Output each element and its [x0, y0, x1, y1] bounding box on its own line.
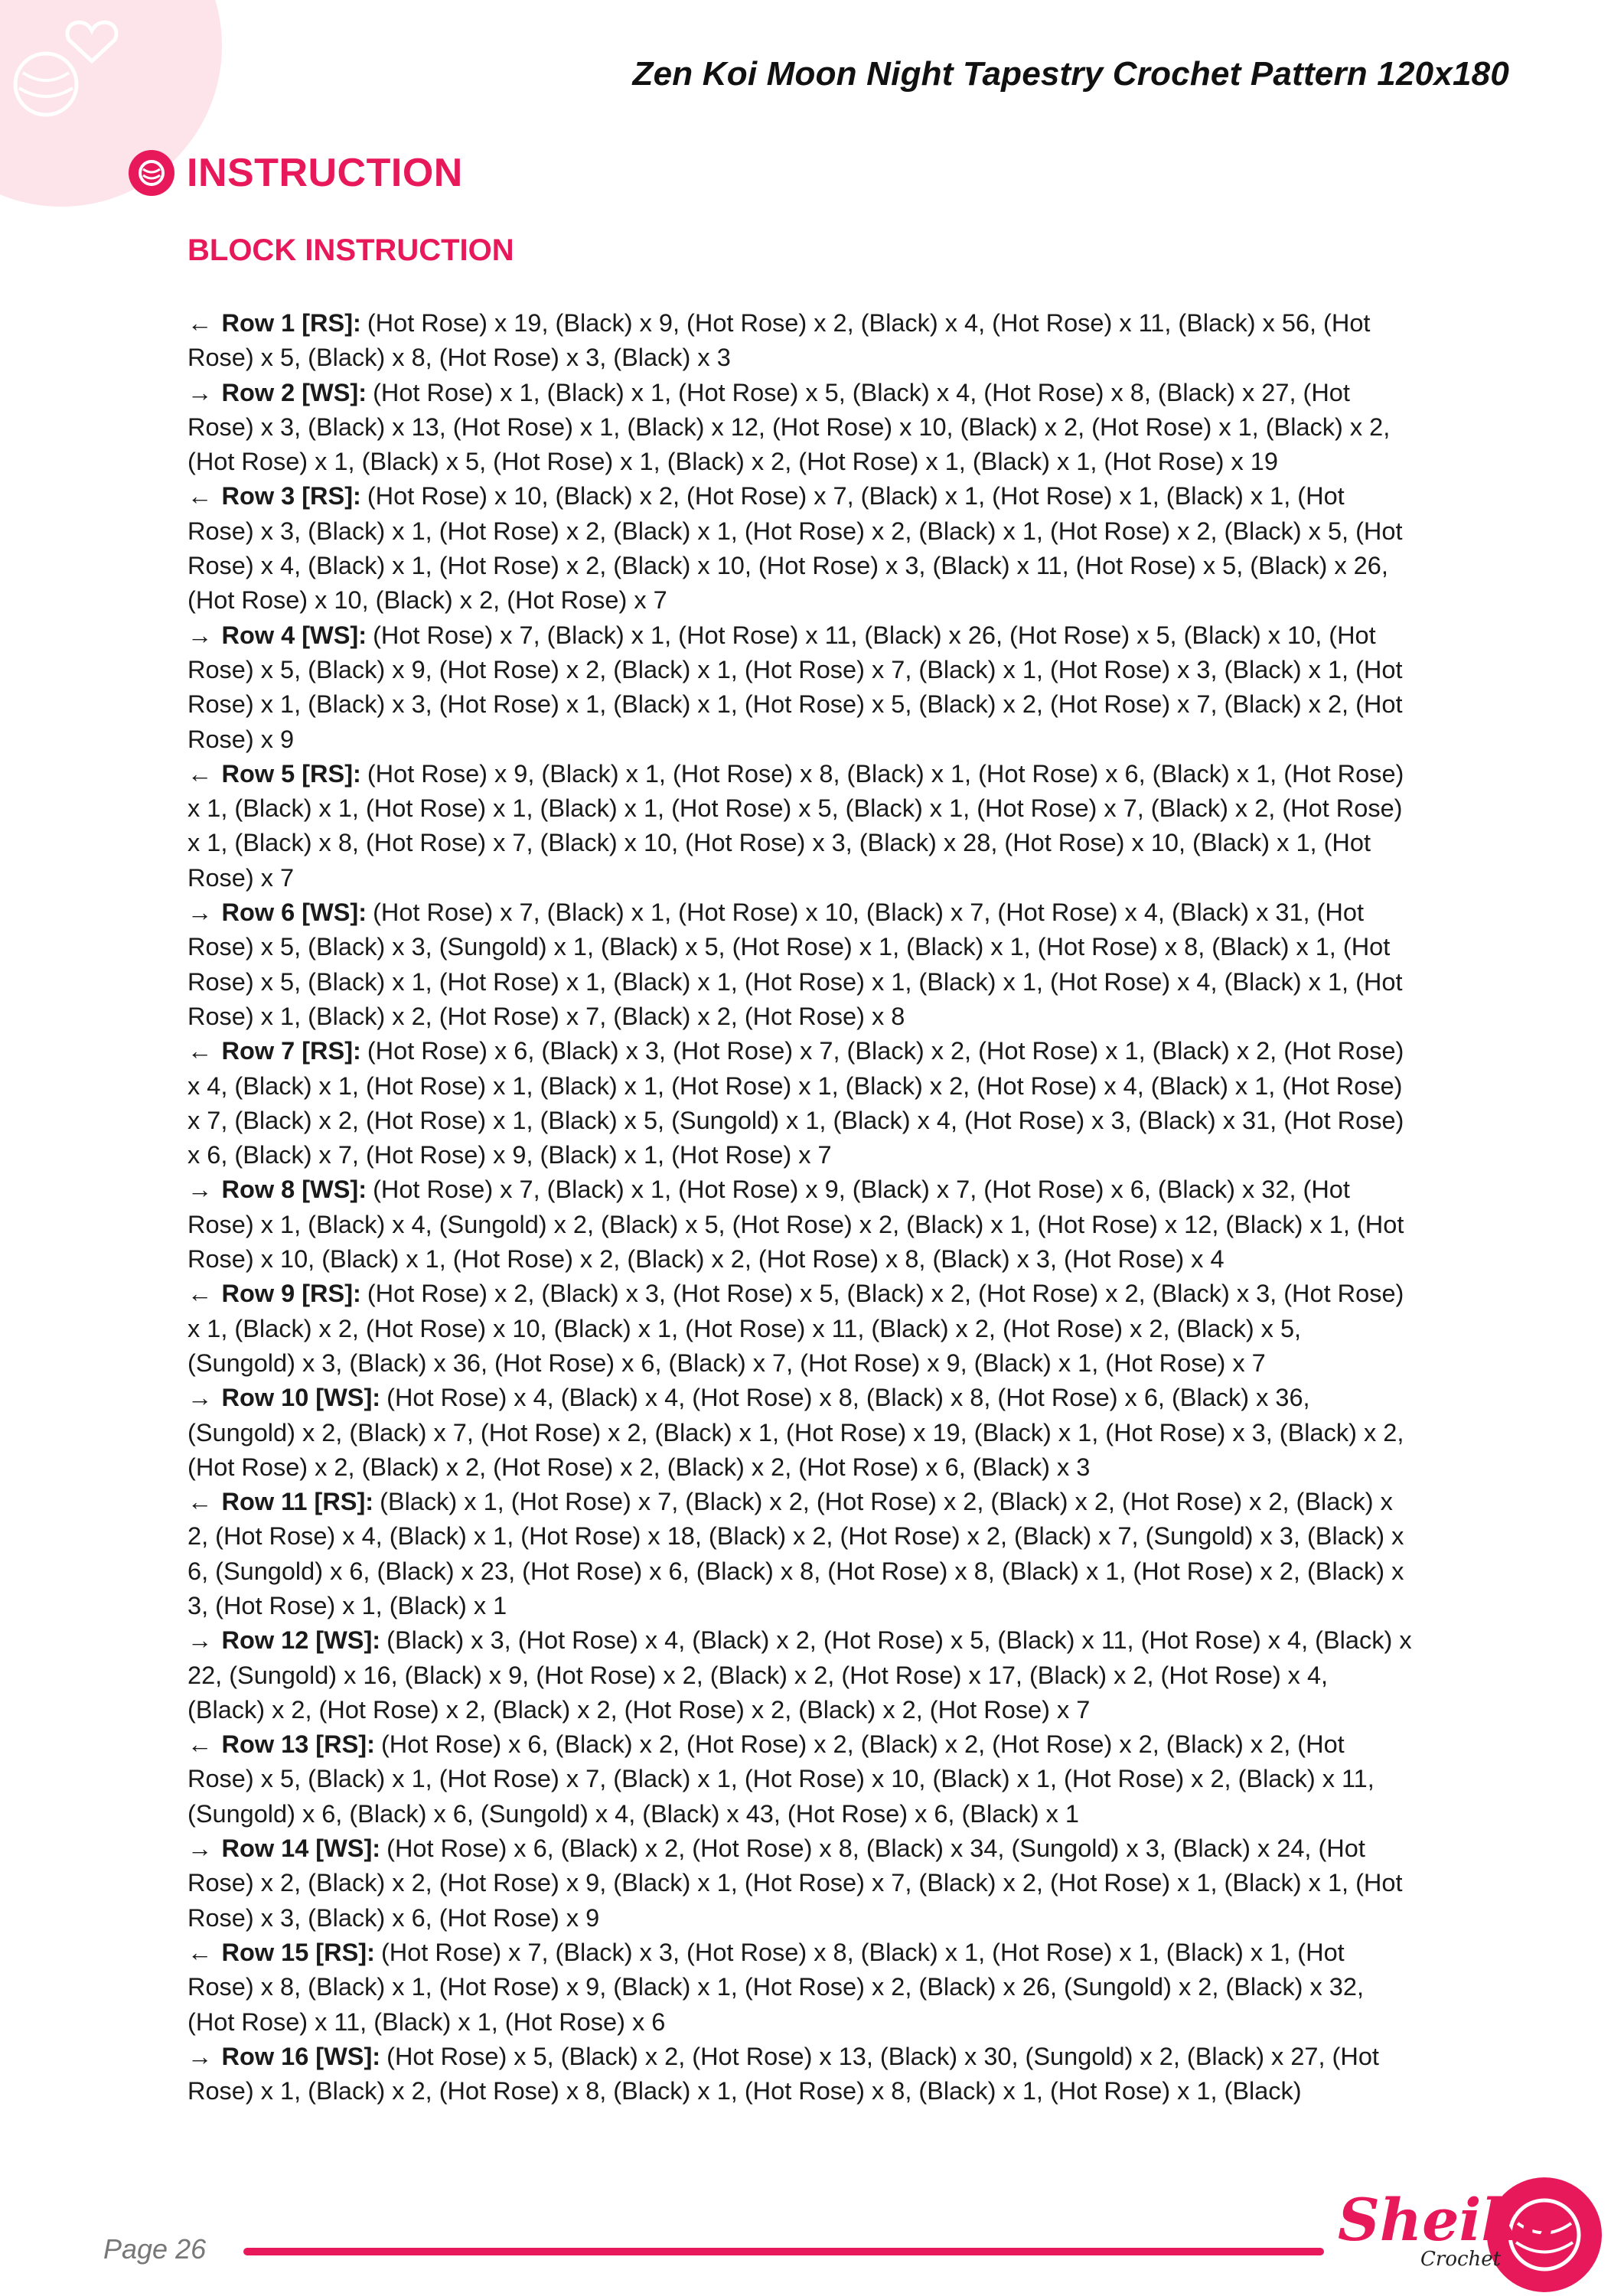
- direction-arrow-icon: →: [188, 1384, 213, 1412]
- yarn-ball-icon: [129, 150, 174, 196]
- row-label: Row 13 [RS]:: [221, 1730, 375, 1759]
- section-title: INSTRUCTION: [187, 151, 463, 195]
- row-label: Row 3 [RS]:: [221, 482, 361, 510]
- row-stitches: (Hot Rose) x 6, (Black) x 2, (Hot Rose) x 8, (Black) x 34, (Sungold) x 3, (Black) x 24, (Hot Rose) x 2, (Black) x 2, (Hot Rose) x 9, (Black) x 1, (Hot Rose) x 7, (Black) x 2, (Hot Rose) x 1, (Black) x 1, (Hot Rose) x 3, (Black) x 6, (Hot Rose) x 9: [188, 1835, 1403, 1932]
- direction-arrow-icon: →: [188, 1626, 213, 1655]
- row-label: Row 6 [WS]:: [221, 899, 367, 927]
- row-instruction: [188, 1727, 1412, 1831]
- row-stitches: (Hot Rose) x 6, (Black) x 3, (Hot Rose) x 7, (Black) x 2, (Hot Rose) x 1, (Black) x 2, (Hot Rose) x 4, (Black) x 1, (Hot Rose) x 1, (Black) x 1, (Hot Rose) x 1, (Black) x 2, (Hot Rose) x 4, (Black) x 1, (Hot Rose) x 7, (Black) x 2, (Hot Rose) x 1, (Black) x 5, (Sungold) x 1, (Black) x 4, (Hot Rose) x 3, (Black) x 31, (Hot Rose) x 6, (Black) x 7, (Hot Rose) x 9, (Black) x 1, (Hot Rose) x 7: [188, 1037, 1404, 1169]
- direction-arrow-icon: →: [188, 899, 213, 927]
- row-stitches: (Hot Rose) x 7, (Black) x 3, (Hot Rose) x 8, (Black) x 1, (Hot Rose) x 1, (Black) x 1, (Hot Rose) x 8, (Black) x 1, (Hot Rose) x 9, (Black) x 1, (Hot Rose) x 2, (Black) x 26, (Sungold) x 2, (Black) x 32, (Hot Rose) x 11, (Black) x 1, (Hot Rose) x 6: [188, 1938, 1364, 2036]
- row-instruction: [188, 1034, 1412, 1172]
- row-instruction: [188, 1381, 1412, 1485]
- row-stitches: (Hot Rose) x 7, (Black) x 1, (Hot Rose) x 11, (Black) x 26, (Hot Rose) x 5, (Black) x 10, (Hot Rose) x 5, (Black) x 9, (Hot Rose) x 2, (Black) x 1, (Hot Rose) x 7, (Black) x 1, (Hot Rose) x 3, (Black) x 1, (Hot Rose) x 1, (Black) x 3, (Hot Rose) x 1, (Black) x 1, (Hot Rose) x 5, (Black) x 2, (Hot Rose) x 7, (Black) x 2, (Hot Rose) x 9: [188, 621, 1403, 753]
- page-number: Page 26: [103, 2233, 207, 2265]
- sheika-crochet-logo: [1338, 2177, 1602, 2292]
- row-label: Row 8 [WS]:: [221, 1176, 367, 1204]
- row-instruction: [188, 1277, 1412, 1381]
- logo-subtext: Crochet: [1420, 2248, 1502, 2271]
- block-instruction-title: BLOCK INSTRUCTION: [188, 233, 514, 267]
- row-instruction: [188, 1936, 1412, 2040]
- footer-divider: [243, 2248, 1324, 2255]
- row-instruction: [188, 479, 1412, 618]
- direction-arrow-icon: ←: [188, 1730, 213, 1759]
- row-stitches: (Black) x 3, (Hot Rose) x 4, (Black) x 2, (Hot Rose) x 5, (Black) x 11, (Hot Rose) x 4, (Black) x 22, (Sungold) x 16, (Black) x 9, (Hot Rose) x 2, (Black) x 2, (Hot Rose) x 17, (Black) x 2, (Hot Rose) x 4, (Black) x 2, (Hot Rose) x 2, (Black) x 2, (Hot Rose) x 2, (Black) x 2, (Hot Rose) x 7: [188, 1626, 1412, 1724]
- direction-arrow-icon: →: [188, 2042, 213, 2070]
- row-instruction: [188, 1623, 1412, 1727]
- row-stitches: (Hot Rose) x 7, (Black) x 1, (Hot Rose) x 10, (Black) x 7, (Hot Rose) x 4, (Black) x 31, (Hot Rose) x 5, (Black) x 3, (Sungold) x 1, (Black) x 5, (Hot Rose) x 1, (Black) x 1, (Hot Rose) x 8, (Black) x 1, (Hot Rose) x 5, (Black) x 1, (Hot Rose) x 1, (Black) x 1, (Hot Rose) x 1, (Black) x 1, (Hot Rose) x 4, (Black) x 1, (Hot Rose) x 1, (Black) x 2, (Hot Rose) x 7, (Black) x 2, (Hot Rose) x 8: [188, 899, 1403, 1030]
- row-stitches: (Hot Rose) x 6, (Black) x 2, (Hot Rose) x 2, (Black) x 2, (Hot Rose) x 2, (Black) x 2, (Hot Rose) x 5, (Black) x 1, (Hot Rose) x 7, (Black) x 1, (Hot Rose) x 10, (Black) x 1, (Hot Rose) x 2, (Black) x 11, (Sungold) x 6, (Black) x 6, (Sungold) x 4, (Black) x 43, (Hot Rose) x 6, (Black) x 1: [188, 1730, 1375, 1828]
- direction-arrow-icon: ←: [188, 1938, 213, 1966]
- logo-text: Sheika: [1338, 2186, 1560, 2254]
- row-instruction: [188, 895, 1412, 1034]
- row-instruction: [188, 306, 1412, 376]
- row-stitches: (Hot Rose) x 7, (Black) x 1, (Hot Rose) x 9, (Black) x 7, (Hot Rose) x 6, (Black) x 32, (Hot Rose) x 1, (Black) x 4, (Sungold) x 2, (Black) x 5, (Hot Rose) x 2, (Black) x 1, (Hot Rose) x 12, (Black) x 1, (Hot Rose) x 10, (Black) x 1, (Hot Rose) x 2, (Black) x 2, (Hot Rose) x 8, (Black) x 3, (Hot Rose) x 4: [188, 1176, 1404, 1274]
- row-instruction: [188, 618, 1412, 757]
- row-label: Row 11 [RS]:: [221, 1488, 374, 1516]
- row-stitches: (Hot Rose) x 2, (Black) x 3, (Hot Rose) x 5, (Black) x 2, (Hot Rose) x 2, (Black) x 3, (Hot Rose) x 1, (Black) x 2, (Hot Rose) x 10, (Black) x 1, (Hot Rose) x 11, (Black) x 2, (Hot Rose) x 2, (Black) x 5, (Sungold) x 3, (Black) x 36, (Hot Rose) x 6, (Black) x 7, (Hot Rose) x 9, (Black) x 1, (Hot Rose) x 7: [188, 1280, 1404, 1377]
- row-label: Row 4 [WS]:: [221, 621, 367, 649]
- row-stitches: (Hot Rose) x 5, (Black) x 2, (Hot Rose) x 13, (Black) x 30, (Sungold) x 2, (Black) x 27, (Hot Rose) x 1, (Black) x 2, (Hot Rose) x 8, (Black) x 1, (Hot Rose) x 8, (Black) x 1, (Hot Rose) x 1, (Black): [188, 2042, 1379, 2105]
- row-stitches: (Hot Rose) x 9, (Black) x 1, (Hot Rose) x 8, (Black) x 1, (Hot Rose) x 6, (Black) x 1, (Hot Rose) x 1, (Black) x 1, (Hot Rose) x 1, (Black) x 1, (Hot Rose) x 5, (Black) x 1, (Hot Rose) x 7, (Black) x 2, (Hot Rose) x 1, (Black) x 8, (Hot Rose) x 7, (Black) x 10, (Hot Rose) x 3, (Black) x 28, (Hot Rose) x 10, (Black) x 1, (Hot Rose) x 7: [188, 759, 1404, 892]
- row-stitches: (Hot Rose) x 10, (Black) x 2, (Hot Rose) x 7, (Black) x 1, (Hot Rose) x 1, (Black) x 1, (Hot Rose) x 3, (Black) x 1, (Hot Rose) x 2, (Black) x 1, (Hot Rose) x 2, (Black) x 1, (Hot Rose) x 2, (Black) x 5, (Hot Rose) x 4, (Black) x 1, (Hot Rose) x 2, (Black) x 10, (Hot Rose) x 3, (Black) x 11, (Hot Rose) x 5, (Black) x 26, (Hot Rose) x 10, (Black) x 2, (Hot Rose) x 7: [188, 482, 1403, 615]
- row-label: Row 9 [RS]:: [221, 1280, 361, 1308]
- direction-arrow-icon: ←: [188, 1488, 213, 1516]
- direction-arrow-icon: →: [188, 1835, 213, 1863]
- direction-arrow-icon: ←: [188, 482, 213, 510]
- row-label: Row 5 [RS]:: [221, 759, 361, 788]
- direction-arrow-icon: ←: [188, 759, 213, 788]
- row-instruction: [188, 376, 1412, 480]
- row-instruction: [188, 1172, 1412, 1277]
- row-label: Row 16 [WS]:: [221, 2042, 381, 2070]
- direction-arrow-icon: →: [188, 378, 213, 406]
- direction-arrow-icon: →: [188, 621, 213, 649]
- row-label: Row 10 [WS]:: [221, 1384, 381, 1412]
- row-instruction: [188, 757, 1412, 895]
- direction-arrow-icon: ←: [188, 309, 213, 337]
- row-label: Row 7 [RS]:: [221, 1037, 361, 1065]
- direction-arrow-icon: →: [188, 1176, 213, 1204]
- row-instruction: [188, 1831, 1412, 1936]
- row-stitches: (Hot Rose) x 4, (Black) x 4, (Hot Rose) x 8, (Black) x 8, (Hot Rose) x 6, (Black) x 36, (Sungold) x 2, (Black) x 7, (Hot Rose) x 2, (Black) x 1, (Hot Rose) x 19, (Black) x 1, (Hot Rose) x 3, (Black) x 2, (Hot Rose) x 2, (Black) x 2, (Hot Rose) x 2, (Black) x 2, (Hot Rose) x 6, (Black) x 3: [188, 1384, 1404, 1481]
- row-instruction: [188, 2040, 1412, 2109]
- row-stitches: (Hot Rose) x 1, (Black) x 1, (Hot Rose) x 5, (Black) x 4, (Hot Rose) x 8, (Black) x 27, (Hot Rose) x 3, (Black) x 13, (Hot Rose) x 1, (Black) x 12, (Hot Rose) x 10, (Black) x 2, (Hot Rose) x 1, (Black) x 2, (Hot Rose) x 1, (Black) x 5, (Hot Rose) x 1, (Black) x 2, (Hot Rose) x 1, (Black) x 1, (Hot Rose) x 19: [188, 378, 1391, 476]
- row-instructions: [188, 306, 1412, 2108]
- direction-arrow-icon: ←: [188, 1280, 213, 1308]
- row-label: Row 12 [WS]:: [221, 1626, 381, 1655]
- row-label: Row 14 [WS]:: [221, 1835, 381, 1863]
- row-instruction: [188, 1485, 1412, 1623]
- document-title: Zen Koi Moon Night Tapestry Crochet Pattern 120x180: [632, 55, 1509, 93]
- row-stitches: (Hot Rose) x 19, (Black) x 9, (Hot Rose) x 2, (Black) x 4, (Hot Rose) x 11, (Black) x 56, (Hot Rose) x 5, (Black) x 8, (Hot Rose) x 3, (Black) x 3: [188, 309, 1371, 372]
- row-stitches: (Black) x 1, (Hot Rose) x 7, (Black) x 2, (Hot Rose) x 2, (Black) x 2, (Hot Rose) x 2, (Black) x 2, (Hot Rose) x 4, (Black) x 1, (Hot Rose) x 18, (Black) x 2, (Hot Rose) x 2, (Black) x 7, (Sungold) x 3, (Black) x 6, (Sungold) x 6, (Black) x 23, (Hot Rose) x 6, (Black) x 8, (Hot Rose) x 8, (Black) x 1, (Hot Rose) x 2, (Black) x 3, (Hot Rose) x 1, (Black) x 1: [188, 1488, 1404, 1619]
- row-label: Row 1 [RS]:: [221, 309, 361, 337]
- row-label: Row 15 [RS]:: [221, 1938, 375, 1966]
- row-label: Row 2 [WS]:: [221, 378, 367, 406]
- section-header: [129, 150, 463, 196]
- yarn-heart-icon: [0, 0, 153, 122]
- direction-arrow-icon: ←: [188, 1037, 213, 1065]
